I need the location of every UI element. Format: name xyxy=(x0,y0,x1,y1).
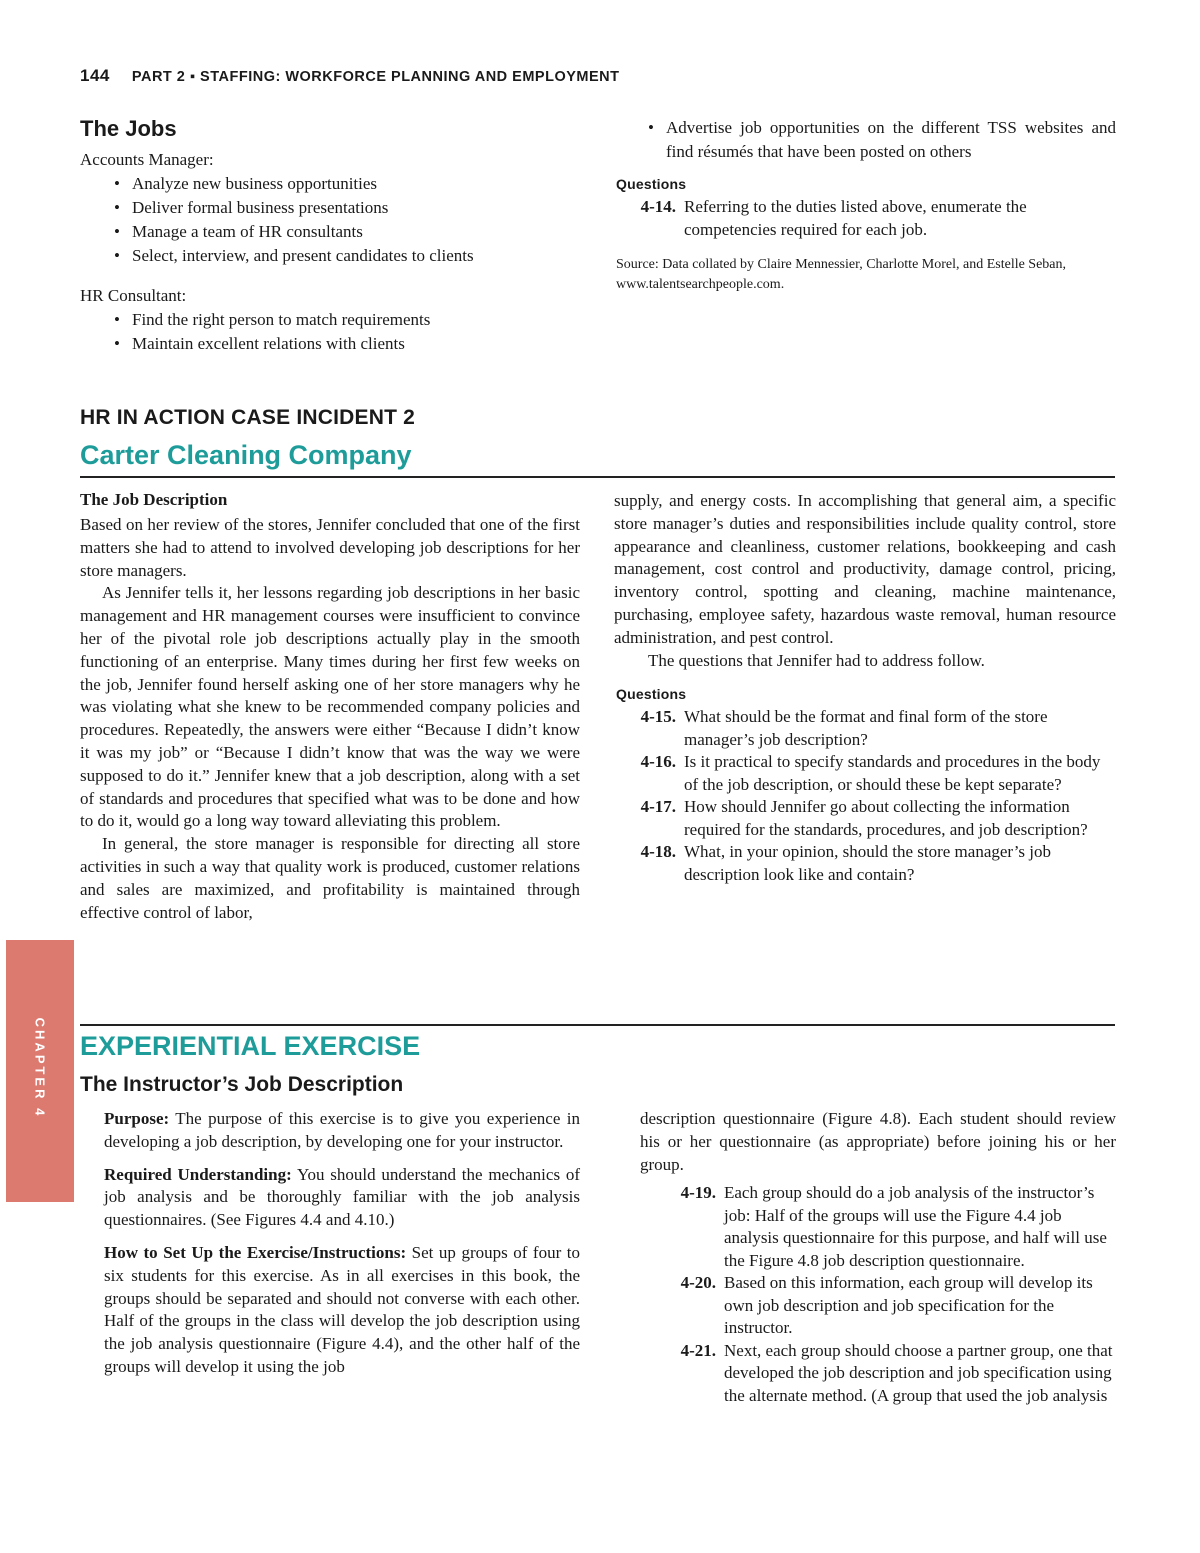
role-title: HR Consultant: xyxy=(80,286,187,305)
exercise-right-column xyxy=(640,1108,1116,1407)
step-item xyxy=(654,1272,1116,1340)
duty-item: • Deliver formal business presentations xyxy=(80,196,590,220)
question-list xyxy=(614,706,1116,886)
case-paragraph: Based on her review of the stores, Jennifer concluded that one of the first matters she had to attend to involved developing job descriptions for her store managers. xyxy=(80,515,580,580)
running-head xyxy=(80,66,619,86)
step-text: Next, each group should choose a partner group, one that developed the job description and job specification using the alternate method. (A group that used the job analysis xyxy=(724,1340,1113,1405)
source-note: Source: Data collated by Claire Mennessier, Charlotte Morel, and Estelle Seban, www.talentsearchpeople.com. xyxy=(616,257,1067,292)
duty-item: • Select, interview, and present candidates to clients xyxy=(80,244,590,268)
exercise-purpose-label: Purpose: xyxy=(104,1109,170,1128)
step-text: Each group should do a job analysis of the instructor’s job: Half of the groups will use the Figure 4.4 job analysis questionnaire for this purpose, and half will use the Figure 4.8 job description questionnaire. xyxy=(724,1183,1107,1270)
jobs-heading: The Jobs xyxy=(80,116,177,141)
role-title: Accounts Manager: xyxy=(80,150,214,169)
exercise-purpose-text: The purpose of this exercise is to give you experience in developing a job description, by developing one for your instructor. xyxy=(104,1109,580,1151)
case-left-column xyxy=(80,490,580,924)
duty-list xyxy=(80,308,590,356)
exercise-purpose xyxy=(104,1108,580,1154)
question-item xyxy=(614,751,1116,796)
question-item xyxy=(614,841,1116,886)
duty-item: • Analyze new business opportunities xyxy=(80,172,590,196)
step-text: Based on this information, each group will develop its own job description and job specification for the instructor. xyxy=(724,1273,1093,1338)
step-item xyxy=(654,1182,1116,1272)
duty-item: • Maintain excellent relations with clients xyxy=(80,332,590,356)
section-rule xyxy=(80,1024,1115,1026)
duty-item: • Find the right person to match requirements xyxy=(80,308,590,332)
exercise-left-column xyxy=(104,1108,580,1379)
case-paragraph: In general, the store manager is responsible for directing all store activities in such a way that quality work is produced, customer relations and sales are maximized, and profitability is maintained through effective control of labor, xyxy=(80,834,580,922)
question-number: 4-15. xyxy=(640,707,676,727)
question-number: 4-16. xyxy=(640,752,676,772)
question-number: 4-14. xyxy=(640,197,676,216)
step-item xyxy=(654,1340,1116,1408)
exercise-subtitle: The Instructor’s Job Description xyxy=(80,1073,404,1096)
duty-list xyxy=(614,116,1116,164)
case-paragraph: As Jennifer tells it, her lessons regarding job descriptions in her basic management and HR management courses were insufficient to convince her of the pivotal role job descriptions actually play in the smooth functioning of an enterprise. Many times during her first few weeks on the job, Jennifer found herself asking one of her store managers why he was violating what she knew to be recommended company policies and procedures. Repeatedly, the answers were either “Because I didn’t know it was my job” or “Because I didn’t know that was the way we were supposed to do it.” Jennifer knew that a job description, along with a set of standards and procedures that specified what was to be done and how to do it, would go a long way toward alleviating this problem. xyxy=(80,583,580,831)
question-text: What, in your opinion, should the store manager’s job description look like and contain? xyxy=(684,842,1052,884)
question-list xyxy=(614,196,1116,241)
case-paragraph: The questions that Jennifer had to address follow. xyxy=(648,650,985,670)
duty-list xyxy=(80,172,590,268)
section-rule xyxy=(80,476,1115,478)
question-text: Referring to the duties listed above, enumerate the competencies required for each job. xyxy=(684,197,1027,239)
question-text: How should Jennifer go about collecting the information required for the standards, procedures, and job description? xyxy=(684,797,1088,839)
step-number: 4-21. xyxy=(680,1340,716,1360)
exercise-howto-label: How to Set Up the Exercise/Instructions: xyxy=(104,1242,407,1262)
case-title: Carter Cleaning Company xyxy=(80,440,412,470)
jobs-right-column xyxy=(614,116,1116,295)
duty-item: • Advertise job opportunities on the different TSS websites and find résumés that have been posted on others xyxy=(614,116,1116,164)
question-text: What should be the format and final form of the store manager’s job description? xyxy=(684,707,1048,749)
question-number: 4-17. xyxy=(640,797,676,817)
exercise-howto-text: Set up groups of four to six students for this exercise. As in all exercises in this book, the groups should be separated and should not converse with each other. Half of the groups in the class will develop the job description using the job analysis questionnaire (Figure 4.4), and the other half of the groups will develop it using the job xyxy=(104,1242,581,1376)
exercise-required-label: Required Understanding: xyxy=(104,1164,292,1184)
questions-heading: Questions xyxy=(616,176,687,192)
duty-item: • Manage a team of HR consultants xyxy=(80,220,590,244)
case-label: HR IN ACTION CASE INCIDENT 2 xyxy=(80,406,416,429)
questions-heading: Questions xyxy=(616,686,687,703)
case-subheading: The Job Description xyxy=(80,490,228,509)
question-item xyxy=(614,196,1116,241)
jobs-roles xyxy=(80,150,590,356)
exercise-title: EXPERIENTIAL EXERCISE xyxy=(80,1031,421,1061)
exercise-howto xyxy=(104,1242,580,1379)
page-number: 144 xyxy=(80,66,110,85)
question-item xyxy=(614,706,1116,751)
case-right-column xyxy=(614,490,1116,886)
exercise-required-text: You should understand the mechanics of job analysis and be thoroughly familiar with the job analysis questionnaires. (See Figures 4.4 and 4.10.) xyxy=(104,1164,580,1230)
question-text: Is it practical to specify standards and procedures in the body of the job description, or should these be kept separate? xyxy=(684,752,1101,794)
step-number: 4-20. xyxy=(680,1273,716,1293)
exercise-steps xyxy=(654,1182,1116,1407)
running-head-section: PART 2 ▪ STAFFING: WORKFORCE PLANNING AND EMPLOYMENT xyxy=(131,69,620,85)
case-paragraph: supply, and energy costs. In accomplishing that general aim, a specific store manager’s duties and responsibilities include quality control, store appearance and cleanliness, customer relations, bookkeeping and cash management, cost control and productivity, damage control, pricing, inventory control, spotting and cleaning, machine maintenance, purchasing, employee safety, hazardous waste removal, human resource administration, and pest control. xyxy=(614,491,1116,647)
question-number: 4-18. xyxy=(640,842,676,862)
step-number: 4-19. xyxy=(680,1183,716,1203)
exercise-required xyxy=(104,1164,580,1232)
chapter-tab-label: CHAPTER 4 xyxy=(32,1017,48,1119)
exercise-right-text: description questionnaire (Figure 4.8). Each student should review his or her questionnaire (as appropriate) before joining his or her group. xyxy=(640,1109,1116,1174)
question-item xyxy=(614,796,1116,841)
